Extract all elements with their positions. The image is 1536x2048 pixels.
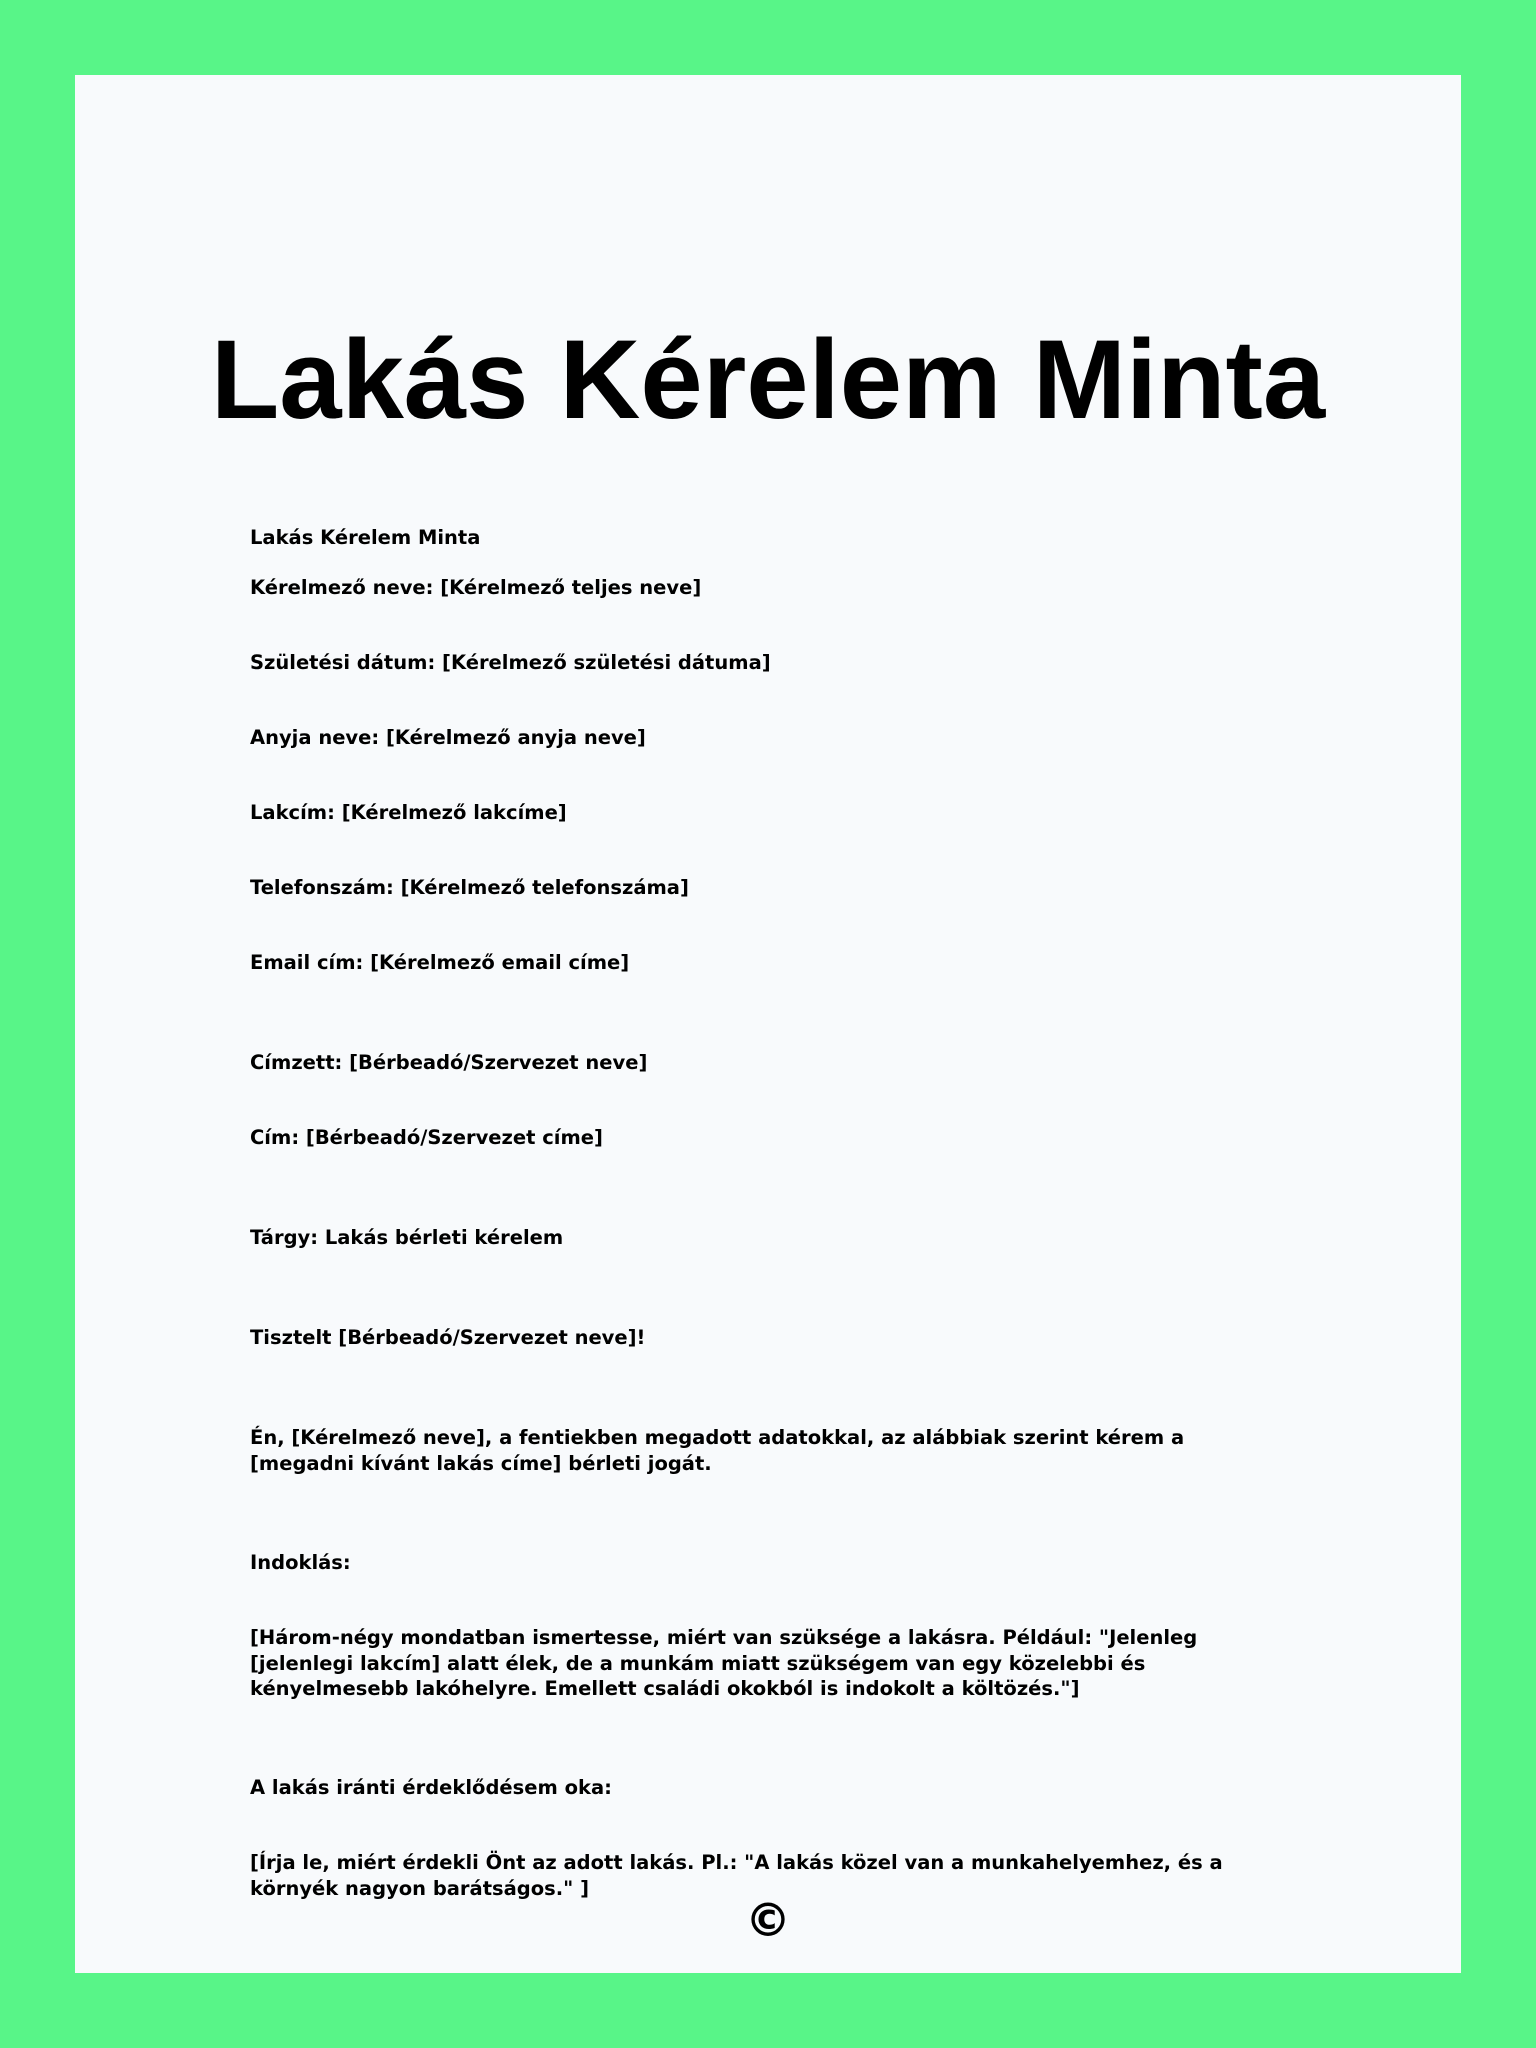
document-title: Lakás Kérelem Minta: [210, 317, 1326, 442]
recipient-address-line: Cím: [Bérbeadó/Szervezet címe]: [250, 1126, 603, 1149]
salutation-line: Tisztelt [Bérbeadó/Szervezet neve]!: [250, 1326, 646, 1349]
recipient-line: Címzett: [Bérbeadó/Szervezet neve]: [250, 1051, 648, 1074]
request-paragraph: Én, [Kérelmező neve], a fentiekben megadott adatokkal, az alábbiak szerint kérem a [megadni kívánt lakás címe] bérleti jogát.: [250, 1426, 1185, 1475]
mother-name-line: Anyja neve: [Kérelmező anyja neve]: [250, 726, 646, 749]
copyright-icon: ©: [745, 1893, 791, 1947]
applicant-name-line: Kérelmező neve: [Kérelmező teljes neve]: [250, 576, 702, 599]
birth-date-line: Születési dátum: [Kérelmező születési dátuma]: [250, 651, 771, 674]
justification-label: Indoklás:: [250, 1551, 351, 1574]
document-page: [75, 75, 1461, 1973]
document-heading: Lakás Kérelem Minta: [250, 526, 481, 549]
email-line: Email cím: [Kérelmező email címe]: [250, 951, 630, 974]
address-line: Lakcím: [Kérelmező lakcíme]: [250, 801, 567, 824]
justification-paragraph: [Három-négy mondatban ismertesse, miért van szüksége a lakásra. Például: "Jelenleg [jelenlegi lakcím] alatt élek, de a munkám miatt szükségem van egy közelebbi és kényelmesebb lakóhelyre. Emellett családi okokból is indokolt a költözés."]: [250, 1626, 1198, 1700]
subject-line: Tárgy: Lakás bérleti kérelem: [250, 1226, 564, 1249]
interest-paragraph: [Írja le, miért érdekli Önt az adott lakás. Pl.: "A lakás közel van a munkahelyemhez, és a környék nagyon barátságos." ]: [250, 1851, 1223, 1900]
interest-label: A lakás iránti érdeklődésem oka:: [250, 1776, 612, 1799]
phone-line: Telefonszám: [Kérelmező telefonszáma]: [250, 876, 689, 899]
